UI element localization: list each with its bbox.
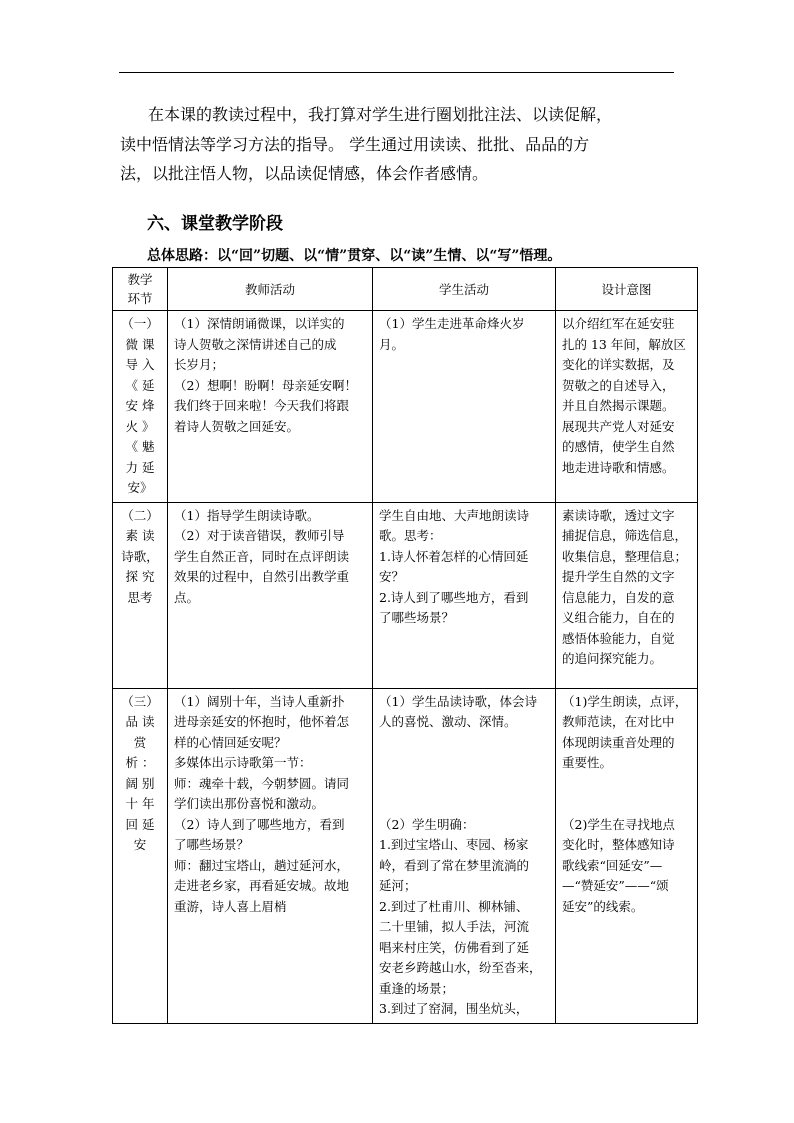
stage-line: 阔 别 xyxy=(125,775,155,791)
teacher-cell xyxy=(168,311,373,503)
design-line: 扎的 13 年间，解放区 xyxy=(562,336,686,352)
header-rule xyxy=(119,72,674,73)
student-line: 安？ xyxy=(379,569,405,584)
design-line: 感悟体验能力，自觉 xyxy=(562,630,675,646)
design-line: 变化时，整体感知诗 xyxy=(562,837,675,852)
stage-line: 十 年 xyxy=(125,796,155,811)
student-line: （2）学生明确： xyxy=(379,816,475,832)
design-line: 的追问探究能力。 xyxy=(562,651,663,666)
stage-line: 安 烽 xyxy=(125,398,155,413)
student-line: 3.到过了窑洞，围坐炕头， xyxy=(379,1001,529,1016)
teacher-line: 效果的过程中，自然引出教学重 xyxy=(174,569,350,584)
design-cell xyxy=(556,688,698,1023)
teacher-line: 走进老乡家，再看延安城。故地 xyxy=(174,878,350,893)
section-heading: 六、课堂教学阶段 xyxy=(147,214,283,234)
spacer xyxy=(562,774,691,815)
stage-cell xyxy=(113,502,168,688)
stage-line: 回 延 xyxy=(125,816,155,832)
teacher-line: 着诗人贺敬之回延安。 xyxy=(174,418,300,434)
table-row xyxy=(113,502,698,688)
teacher-line: （1）深情朗诵微课，以详实的 xyxy=(174,316,345,331)
intro-line-2: 读中悟情法等学习方法的指导。 学生通过用读读、批批、品品的方 xyxy=(120,134,590,154)
student-cell xyxy=(373,688,556,1023)
design-line: 变化的详实数据，及 xyxy=(562,357,675,372)
intro-paragraph xyxy=(120,100,680,189)
header-student: 学生活动 xyxy=(373,268,556,311)
design-line: 的感情，使学生自然 xyxy=(562,439,675,454)
design-cell xyxy=(556,502,698,688)
teacher-line: （2）想啊！盼啊！母亲延安啊！ xyxy=(174,377,357,393)
design-line: 并且自然揭示课题。 xyxy=(562,398,675,413)
teacher-cell xyxy=(168,688,373,1023)
student-line: 二十里铺，拟人手法，河流 xyxy=(379,919,530,934)
intro-line-1: 在本课的教读过程中，我打算对学生进行圈划批注法、以读促解， xyxy=(148,105,613,124)
stage-line: 导 入 xyxy=(125,357,155,372)
stage-line: 诗歌， xyxy=(121,548,159,564)
lesson-table xyxy=(112,267,698,1024)
student-line: 延河； xyxy=(379,878,417,893)
teacher-line: （1）指导学生朗读诗歌。 xyxy=(174,507,320,523)
teacher-line: （2）对于读音错误，教师引导 xyxy=(174,528,345,543)
header-stage xyxy=(113,268,168,311)
design-line: （2)学生在寻找地点 xyxy=(562,816,675,832)
design-line: 收集信息，整理信息； xyxy=(562,548,688,564)
design-line: 提升学生自然的文字 xyxy=(562,569,675,584)
stage-line: 《 魅 xyxy=(125,439,155,454)
stage-line: 安》 xyxy=(127,480,153,495)
student-line: 歌。思考： xyxy=(379,528,442,543)
stage-line: 赏 xyxy=(133,734,147,750)
design-line: 义组合能力，自在的 xyxy=(562,610,675,625)
teacher-line: （2）诗人到了哪些地方，看到 xyxy=(174,816,345,832)
student-line: 人的喜悦、激动、深情。 xyxy=(379,714,517,729)
summary-line: 总体思路：以“回”切题、以“情”贯穿、以“读”生情、以“写”悟理。 xyxy=(147,248,562,264)
stage-line: 安 xyxy=(133,837,147,852)
design-cell xyxy=(556,311,698,503)
design-line: 素读诗歌，透过文字 xyxy=(562,507,675,523)
header-stage-line-1: 教学 xyxy=(127,272,153,287)
student-line: 了哪些场景？ xyxy=(379,610,455,625)
spacer xyxy=(379,733,549,815)
student-line: 月。 xyxy=(379,336,405,352)
student-line: 1.到过宝塔山、枣园、杨家 xyxy=(379,837,529,852)
stage-line: 品 读 xyxy=(125,714,155,729)
student-line: 2.到过了杜甫川、柳林铺、 xyxy=(379,898,529,914)
table-header-row xyxy=(113,268,698,311)
teacher-line: 多媒体出示诗歌第一节： xyxy=(174,755,312,770)
design-line: 捕捉信息，筛选信息， xyxy=(562,528,688,543)
teacher-line: 样的心情回延安呢？ xyxy=(174,734,287,750)
student-line: 2.诗人到了哪些地方，看到 xyxy=(379,589,529,605)
design-line: 地走进诗歌和情感。 xyxy=(562,459,675,475)
header-teacher: 教师活动 xyxy=(168,268,373,311)
student-cell xyxy=(373,311,556,503)
design-line: 教师范读，在对比中 xyxy=(562,714,675,729)
table-row xyxy=(113,688,698,1023)
student-line: （1）学生品读诗歌，体会诗 xyxy=(379,693,537,709)
design-line: 延安”的线索。 xyxy=(562,898,644,914)
stage-line: 素 读 xyxy=(125,528,155,543)
design-line: 重要性。 xyxy=(562,755,613,770)
stage-line: （二） xyxy=(121,507,159,523)
stage-cell xyxy=(113,311,168,503)
header-design: 设计意图 xyxy=(556,268,698,311)
stage-line: 探 究 xyxy=(125,569,155,584)
student-line: 安老乡跨越山水，纷至沓来， xyxy=(379,960,542,975)
design-line: 歌线索“回延安”— xyxy=(562,857,663,873)
teacher-line: （1）阔别十年，当诗人重新扑 xyxy=(174,693,345,709)
teacher-line: 学们读出那份喜悦和激动。 xyxy=(174,796,325,811)
student-line: 学生自由地、大声地朗读诗 xyxy=(379,507,530,523)
table-row xyxy=(113,311,698,503)
student-line: 1.诗人怀着怎样的心情回延 xyxy=(379,548,529,564)
teacher-line: 我们终于回来啦！今天我们将跟 xyxy=(174,398,350,413)
teacher-line: 学生自然正音，同时在点评朗读 xyxy=(174,548,350,564)
teacher-line: 重游，诗人喜上眉梢 xyxy=(174,898,287,914)
design-line: 贺敬之的自述导入， xyxy=(562,377,675,393)
teacher-line: 诗人贺敬之深情讲述自己的成 xyxy=(174,336,337,352)
stage-line: 析 ： xyxy=(125,755,155,770)
student-line: 重逢的场景； xyxy=(379,980,455,996)
teacher-line: 长岁月； xyxy=(174,357,225,372)
design-line: —“赞延安”——“颂 xyxy=(562,878,669,893)
teacher-line: 点。 xyxy=(174,589,200,605)
student-cell xyxy=(373,502,556,688)
design-line: （1)学生朗读，点评， xyxy=(562,693,688,709)
intro-line-3: 法，以批注悟人物，以品读促情感，体会作者感情。 xyxy=(120,164,489,183)
design-line: 展现共产党人对延安 xyxy=(562,418,675,434)
stage-cell xyxy=(113,688,168,1023)
design-line: 体现朗读重音处理的 xyxy=(562,734,675,750)
stage-line: 力 延 xyxy=(125,459,155,475)
stage-line: 微 课 xyxy=(125,336,155,352)
stage-line: （三） xyxy=(121,693,159,709)
design-line: 以介绍红军在延安驻 xyxy=(562,316,675,331)
stage-line: 思考 xyxy=(127,589,153,605)
stage-line: 火 》 xyxy=(125,418,155,434)
teacher-line: 师：魂牵十载，今朝梦圆。请同 xyxy=(174,775,350,791)
teacher-line: 了哪些场景？ xyxy=(174,837,250,852)
teacher-line: 师：翻过宝塔山，趟过延河水， xyxy=(174,857,350,873)
student-line: （1）学生走进革命烽火岁 xyxy=(379,316,525,331)
student-line: 唱来村庄笑，仿佛看到了延 xyxy=(379,939,530,955)
stage-line: 《 延 xyxy=(125,377,155,393)
stage-line: （一） xyxy=(121,316,159,331)
teacher-line: 进母亲延安的怀抱时，他怀着怎 xyxy=(174,714,350,729)
student-line: 岭，看到了常在梦里流淌的 xyxy=(379,857,530,873)
header-stage-line-2: 环节 xyxy=(127,291,153,306)
design-line: 信息能力，自发的意 xyxy=(562,589,675,605)
teacher-cell xyxy=(168,502,373,688)
